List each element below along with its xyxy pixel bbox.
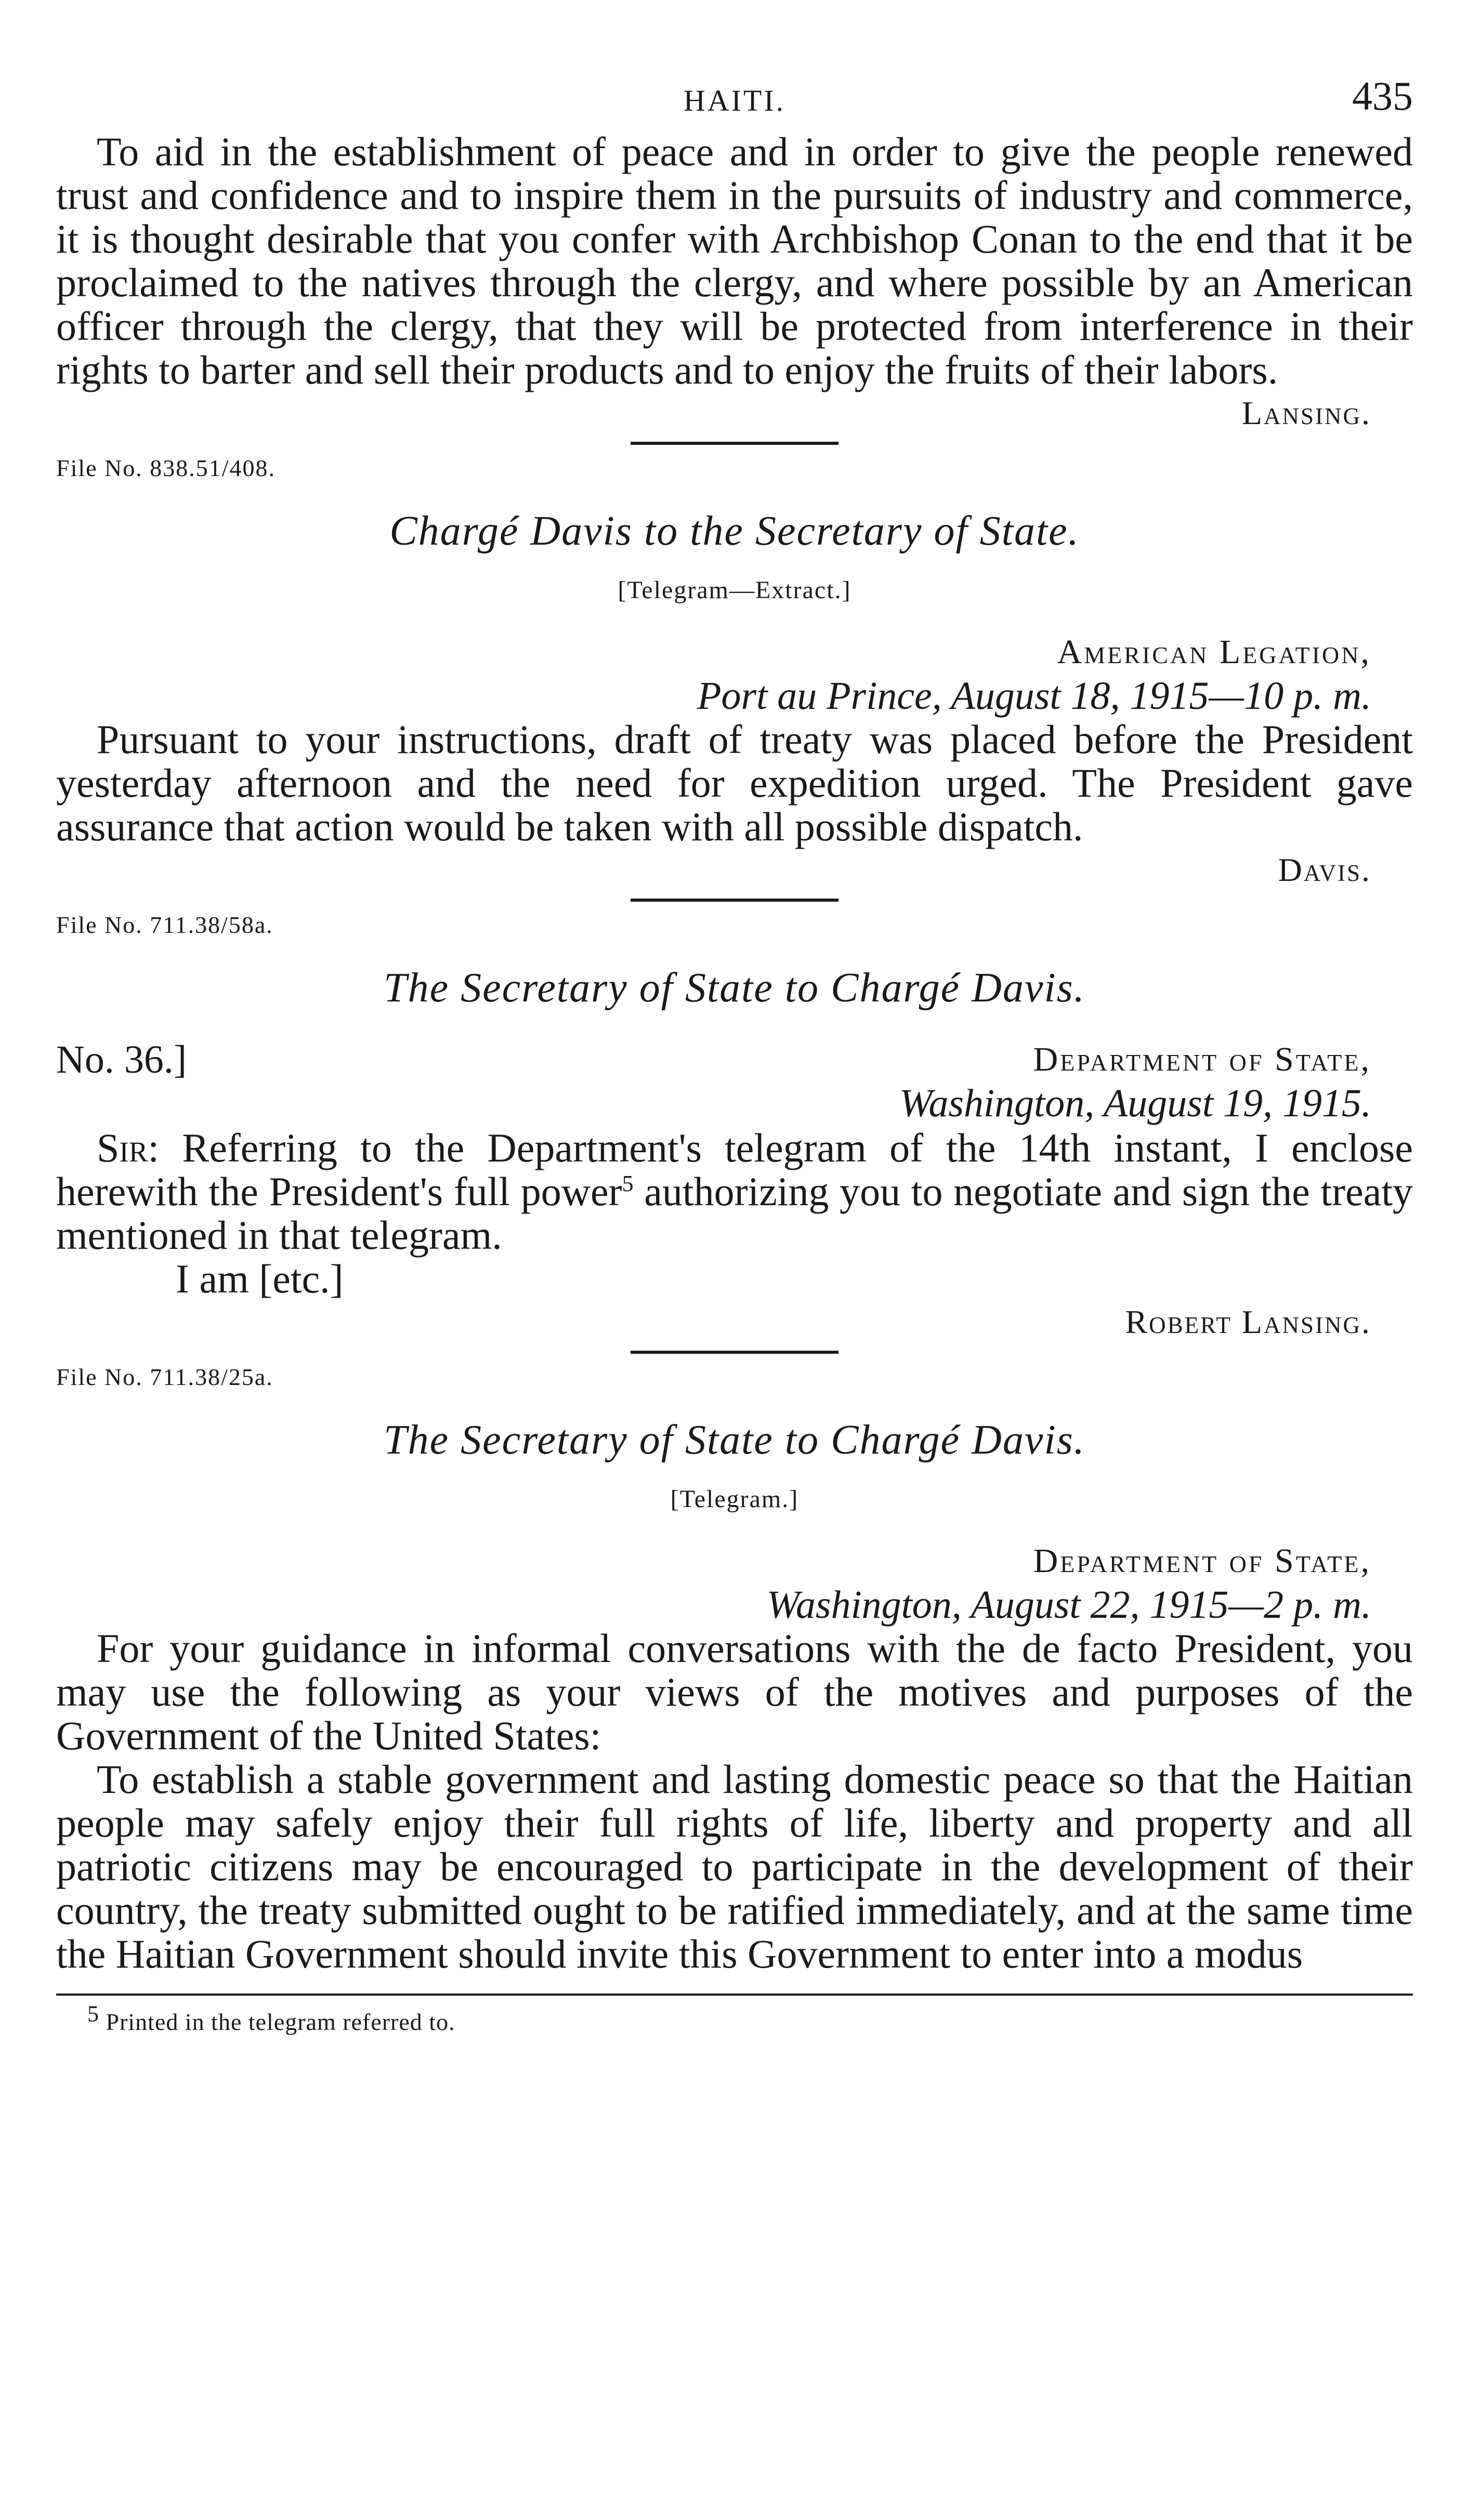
footnote-marker: 5 (87, 2001, 99, 2027)
section3-place-date: Washington, August 19, 1915. (899, 1081, 1371, 1125)
section2-signature: Davis. (1278, 851, 1371, 888)
section2-title: Chargé Davis to the Secretary of State. (389, 508, 1080, 554)
footnote-text: Printed in the telegram referred to. (99, 2009, 455, 2035)
section3-address (899, 1038, 1371, 1125)
section4-paragraph-2: To establish a stable government and lasting domestic peace so that the Haitian people may safely enjoy their full rights of life, liberty and property and all patriotic citizens may be encouraged to participate in the development of their country, the treaty submitted ought to be ratified immediately, and at the same time the Haitian Government should invite this Government to enter into a modus (56, 1757, 1413, 1976)
section3-paragraph (56, 1126, 1413, 1257)
section3-heading-block (56, 1038, 1413, 1126)
section4-file-number: File No. 711.38/25a. (56, 1364, 273, 1390)
section2-paragraph: Pursuant to your instructions, draft of treaty was placed before the President yesterday afternoon and the need for expedition urged. The President gave assurance that action would be taken with all possible dispatch. (56, 717, 1413, 849)
section4-telegram-note: [Telegram.] (670, 1485, 799, 1513)
document-page (56, 73, 1413, 2036)
section2-place-date: Port au Prince, August 18, 1915—10 p. m. (697, 674, 1371, 718)
section1-signature: Lansing. (1241, 394, 1371, 431)
section3-salutation: Sir: (97, 1125, 160, 1170)
section2-telegram-note: [Telegram—Extract.] (618, 576, 851, 604)
section3-text-before-note: Referring to the Department's telegram of the 14th instant, I enclose herewith the President's full power (56, 1125, 1413, 1214)
section4-org: Department of State, (1033, 1542, 1371, 1580)
section4-title: The Secretary of State to Chargé Davis. (384, 1417, 1085, 1463)
section3-file-number: File No. 711.38/58a. (56, 912, 273, 938)
section4-address (56, 1539, 1413, 1627)
section3-title: The Secretary of State to Chargé Davis. (384, 965, 1085, 1011)
section2-org: American Legation, (1057, 633, 1371, 671)
section4-place-date: Washington, August 22, 1915—2 p. m. (766, 1583, 1371, 1627)
running-head: HAITI. (683, 84, 786, 117)
footnote-reference: 5 (622, 1171, 634, 1196)
divider-rule (631, 442, 838, 445)
section3-text-after-note: authorizing you to negotiate and sign the treaty mentioned in that telegram. (56, 1169, 1413, 1258)
page-header (56, 73, 1413, 130)
section1-paragraph: To aid in the establishment of peace and in order to give the people renewed trust and confidence and to inspire them in the pursuits of industry and commerce, it is thought desirable that you confer with Archbishop Conan to the end that it be proclaimed to the natives through the clergy, and where possible by an American officer through the clergy, that they will be protected from interference in their rights to barter and sell their products and to enjoy the fruits of their labors. (56, 129, 1413, 392)
section3-signature: Robert Lansing. (1125, 1303, 1371, 1340)
divider-rule (631, 1351, 838, 1354)
section2-address (56, 630, 1413, 718)
section3-org: Department of State, (1033, 1040, 1371, 1078)
footnote (56, 2001, 1413, 2036)
section4-paragraph-1: For your guidance in informal conversations with the de facto President, you may use the following as your views of the motives and purposes of the Government of the United States: (56, 1626, 1413, 1758)
page-number: 435 (1352, 73, 1413, 118)
section3-closing: I am [etc.] (176, 1256, 344, 1301)
section3-number: No. 36.] (56, 1038, 187, 1081)
divider-rule (631, 899, 838, 902)
section2-file-number: File No. 838.51/408. (56, 455, 276, 481)
footnote-rule (56, 1994, 1413, 1996)
